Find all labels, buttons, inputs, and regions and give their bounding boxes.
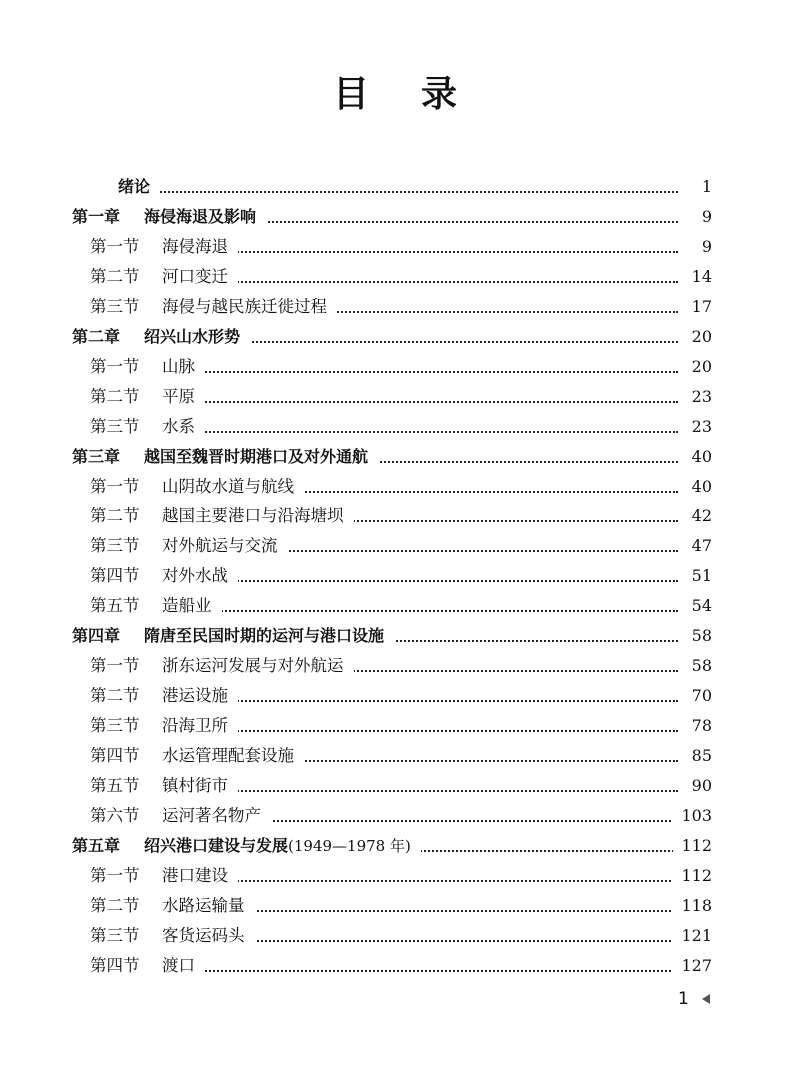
toc-entry-label — [90, 801, 271, 831]
toc-entry-title: 客货运码头 — [162, 925, 245, 945]
section-number: 第二节 — [90, 506, 140, 526]
dot-leader — [72, 191, 678, 193]
toc-entry-title: 对外水战 — [162, 566, 228, 586]
toc-page-number: 85 — [684, 741, 712, 771]
toc-entry-label — [90, 741, 304, 771]
toc-entry-label — [72, 621, 394, 651]
section-number: 第三节 — [90, 296, 140, 316]
toc-entry-title: 水系 — [162, 416, 195, 436]
section-number: 第一节 — [90, 476, 140, 496]
toc-entry-years: (1949—1978 年) — [288, 836, 411, 855]
section-number: 第一节 — [90, 236, 140, 256]
toc-entry-label — [90, 681, 238, 711]
toc-entry-label — [90, 472, 304, 502]
toc-chapter-row[interactable] — [0, 831, 790, 861]
toc-entry-title: 隋唐至民国时期的运河与港口设施 — [144, 626, 385, 646]
toc-section-row[interactable] — [0, 262, 790, 292]
chapter-number: 第四章 — [72, 626, 121, 646]
toc-entry-title: 渡口 — [162, 955, 195, 975]
section-number: 第三节 — [90, 925, 140, 945]
toc-page-number: 20 — [684, 322, 712, 352]
toc-section-row[interactable] — [0, 951, 790, 981]
toc-section-row[interactable] — [0, 232, 790, 262]
toc-page-number: 103 — [673, 801, 712, 831]
toc-section-row[interactable] — [0, 861, 790, 891]
toc-entry-title: 港口建设 — [162, 865, 228, 885]
toc-entry-title: 沿海卫所 — [162, 716, 228, 736]
toc-page-number: 23 — [684, 382, 712, 412]
toc-entry-title: 绪论 — [118, 177, 151, 196]
toc-entry-label — [90, 292, 337, 322]
toc-section-row[interactable] — [0, 741, 790, 771]
toc-section-row[interactable] — [0, 711, 790, 741]
chapter-number: 第二章 — [72, 326, 121, 346]
toc-page-number: 51 — [684, 561, 712, 591]
section-number: 第二节 — [90, 895, 140, 915]
toc-page-number: 121 — [673, 921, 712, 951]
toc-entry-title: 造船业 — [162, 596, 212, 616]
toc-entry-title: 越国至魏晋时期港口及对外通航 — [144, 446, 369, 466]
toc-page-number: 40 — [684, 472, 712, 502]
toc-entry-label — [90, 651, 354, 681]
toc-page-number: 47 — [684, 531, 712, 561]
toc-section-row[interactable] — [0, 891, 790, 921]
toc-entry-title: 绍兴山水形势 — [144, 326, 241, 346]
toc-entry-label — [72, 202, 266, 232]
toc-chapter-row[interactable] — [0, 322, 790, 352]
toc-page-number: 14 — [684, 262, 712, 292]
toc-page-number: 40 — [684, 442, 712, 472]
toc-page-number: 58 — [684, 621, 712, 651]
toc-entry-title: 海侵海退 — [162, 236, 228, 256]
toc-page-number: 9 — [694, 232, 712, 262]
toc-chapter-row[interactable] — [0, 442, 790, 472]
toc-section-row[interactable] — [0, 472, 790, 502]
section-number: 第四节 — [90, 566, 140, 586]
toc-page-number: 118 — [673, 891, 712, 921]
toc-entry-title: 山阴故水道与航线 — [162, 476, 294, 496]
toc-section-row[interactable] — [0, 352, 790, 382]
section-number: 第二节 — [90, 686, 140, 706]
toc-page-number: 127 — [673, 951, 712, 981]
section-number: 第一节 — [90, 656, 140, 676]
chapter-number: 第五章 — [72, 835, 121, 855]
toc-page-number: 9 — [694, 202, 712, 232]
section-number: 第一节 — [90, 356, 140, 376]
toc-entry-label — [90, 262, 238, 292]
section-number: 第三节 — [90, 716, 140, 736]
toc-entry-title: 水路运输量 — [162, 895, 245, 915]
section-number: 第二节 — [90, 386, 140, 406]
toc-entry-label — [90, 951, 205, 981]
toc-entry-label — [90, 382, 205, 412]
toc-entry-title: 浙东运河发展与对外航运 — [162, 656, 344, 676]
toc-entry-label — [90, 352, 205, 382]
toc-entry-label — [90, 921, 255, 951]
toc-entry-title: 海侵与越民族迁徙过程 — [162, 296, 327, 316]
toc-entry-label — [90, 861, 238, 891]
toc-page-number: 78 — [684, 711, 712, 741]
toc-page-number: 70 — [684, 681, 712, 711]
toc-page-number: 58 — [684, 651, 712, 681]
toc-page-number: 1 — [694, 172, 712, 202]
toc-entry-label — [72, 172, 160, 202]
section-number: 第三节 — [90, 416, 140, 436]
toc-entry-label — [90, 891, 255, 921]
toc-section-row[interactable] — [0, 771, 790, 801]
toc-entry-title: 山脉 — [162, 356, 195, 376]
toc-entry-label — [72, 831, 421, 861]
section-number: 第五节 — [90, 776, 140, 795]
toc-section-row[interactable] — [0, 801, 790, 831]
toc-entry-title: 平原 — [162, 386, 195, 406]
toc-entry-title: 海侵海退及影响 — [144, 206, 257, 226]
toc-entry-label — [90, 232, 238, 262]
section-number: 第四节 — [90, 955, 140, 975]
toc-entry-label — [72, 322, 250, 352]
toc-page-number: 112 — [673, 861, 712, 891]
toc-section-row[interactable] — [0, 382, 790, 412]
chapter-number: 第一章 — [72, 206, 121, 226]
toc-entry-label — [90, 711, 238, 741]
left-triangle-icon — [702, 994, 710, 1004]
toc-entry-label — [72, 442, 378, 472]
toc-page-number: 54 — [684, 591, 712, 621]
toc-page-number: 20 — [684, 352, 712, 382]
toc-page-number: 23 — [684, 412, 712, 442]
page-number: 1 — [678, 989, 689, 1009]
toc-section-row[interactable] — [0, 501, 790, 531]
toc-entry-label — [90, 412, 205, 442]
chapter-number: 第三章 — [72, 446, 121, 466]
toc-page-number: 17 — [684, 292, 712, 322]
section-number: 第三节 — [90, 536, 140, 556]
toc-section-row[interactable] — [0, 531, 790, 561]
toc-entry-title: 绍兴港口建设与发展 — [144, 835, 289, 855]
toc-entry-label — [90, 771, 238, 801]
toc-section-row[interactable] — [0, 591, 790, 621]
toc-entry-title: 越国主要港口与沿海塘坝 — [162, 506, 344, 526]
toc-page-number: 42 — [684, 501, 712, 531]
toc-intro-row[interactable] — [0, 172, 790, 202]
toc-entry-title: 运河著名物产 — [162, 805, 261, 825]
section-number: 第五节 — [90, 596, 140, 616]
toc-entry-title: 港运设施 — [162, 686, 228, 706]
toc-entry-label — [90, 531, 288, 561]
toc-section-row[interactable] — [0, 292, 790, 322]
section-number: 第二节 — [90, 266, 140, 286]
toc-entry-title: 镇村街市 — [162, 776, 228, 795]
toc-chapter-row[interactable] — [0, 621, 790, 651]
toc-chapter-row[interactable] — [0, 202, 790, 232]
toc-section-row[interactable] — [0, 651, 790, 681]
section-number: 第一节 — [90, 865, 140, 885]
toc-title: 目录 — [332, 74, 509, 115]
toc-entry-label — [90, 501, 354, 531]
toc-entry-label — [90, 591, 222, 621]
toc-section-row[interactable] — [0, 412, 790, 442]
toc-section-row[interactable] — [0, 921, 790, 951]
toc-section-row[interactable] — [0, 681, 790, 711]
toc-entry-label — [90, 561, 238, 591]
toc-page-number: 112 — [673, 831, 712, 861]
section-number: 第四节 — [90, 746, 140, 766]
toc-page-number: 90 — [684, 771, 712, 801]
toc-entry-title: 对外航运与交流 — [162, 536, 278, 556]
toc-section-row[interactable] — [0, 561, 790, 591]
toc-entry-title: 水运管理配套设施 — [162, 746, 294, 766]
section-number: 第六节 — [90, 805, 140, 825]
toc-entry-title: 河口变迁 — [162, 266, 228, 286]
